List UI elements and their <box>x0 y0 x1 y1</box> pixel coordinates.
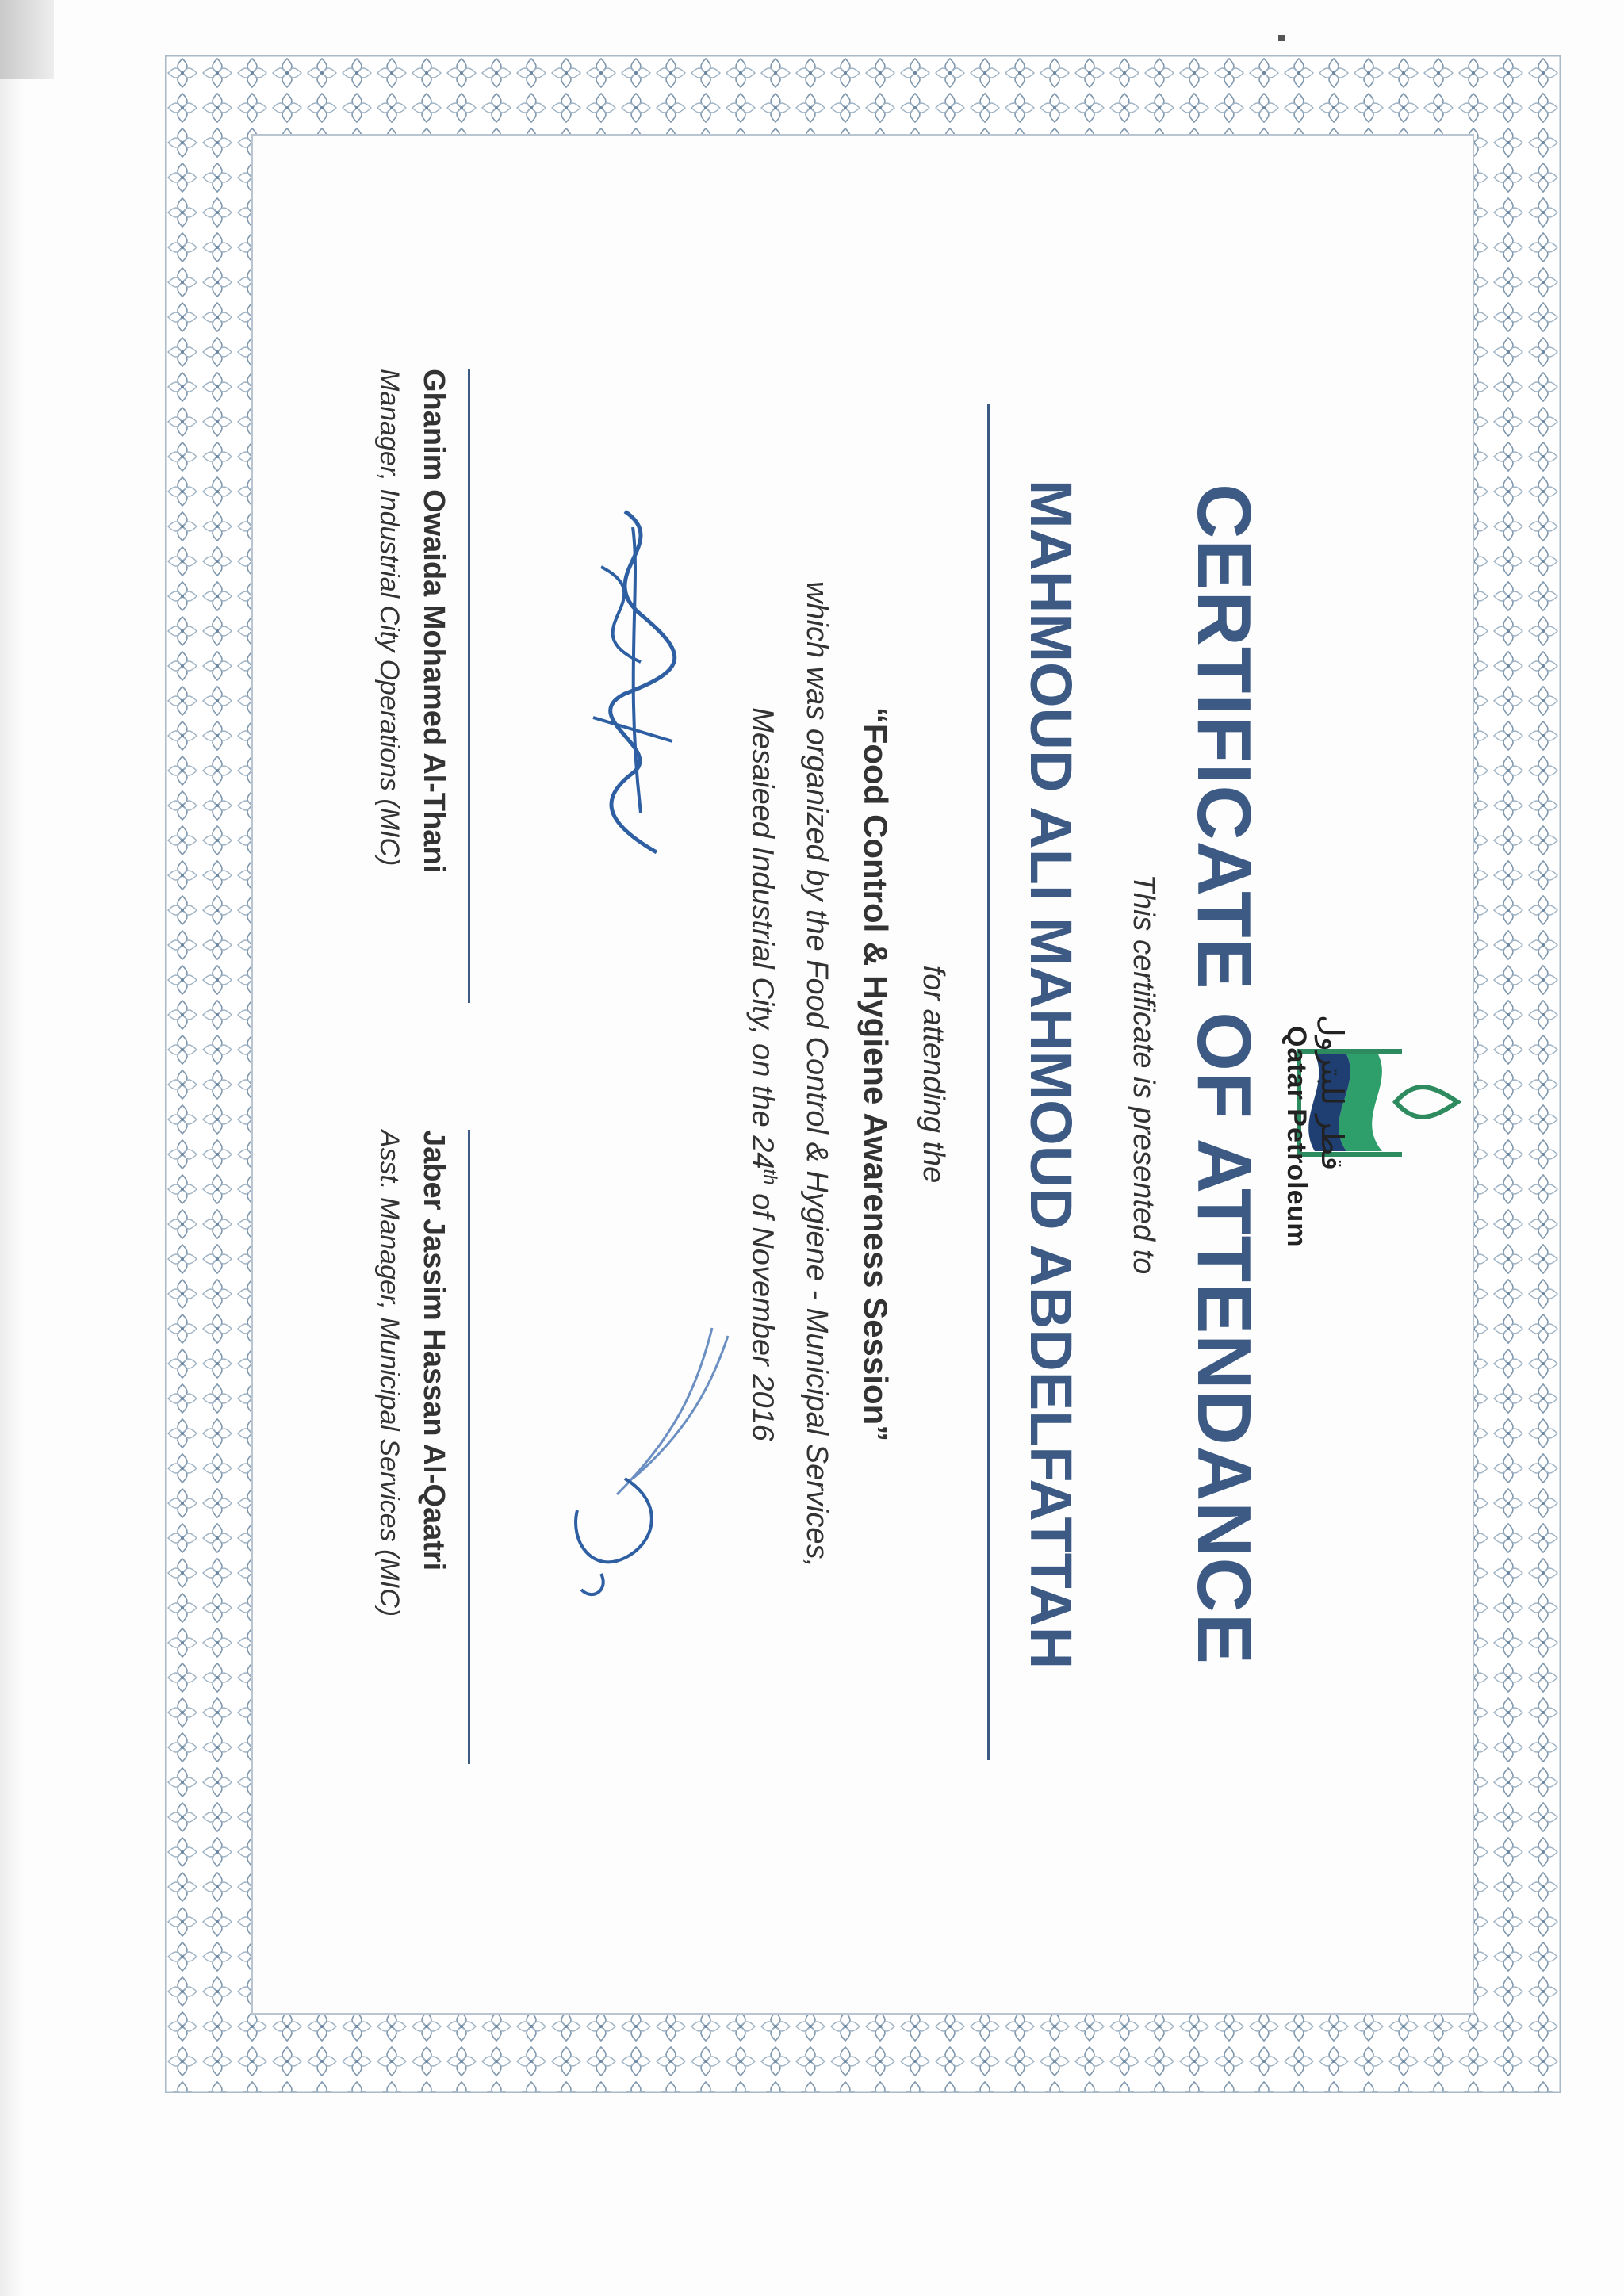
presented-text: This certificate is presented to <box>1127 874 1160 1275</box>
organized-text <box>738 55 841 2093</box>
signature-right <box>522 1241 760 1653</box>
session-title: “Food Control & Hygiene Awareness Session” <box>857 706 894 1442</box>
organized-line-2 <box>738 55 793 2093</box>
signature-line-right <box>468 1130 470 1764</box>
attending-text: for attending the <box>917 965 950 1184</box>
signatory-name-right: Jaber Jassim Hassan Al-Qaatri <box>417 1130 450 1571</box>
scanner-edge <box>0 0 54 79</box>
signature-line-left <box>468 369 470 1003</box>
scanner-shadow <box>0 79 24 2296</box>
organized-line-2-end: of November 2016 <box>745 1184 779 1441</box>
scan-speck <box>1278 35 1285 41</box>
recipient-underline <box>987 404 990 1760</box>
signature-left <box>522 480 760 892</box>
logo-arabic-name: قطر للبترول <box>1315 1015 1350 1171</box>
logo-english-name: Qatar Petroleum <box>1281 1026 1312 1248</box>
recipient-name: MAHMOUD ALI MAHMOUD ABDELFATTAH <box>1018 479 1084 1670</box>
organized-line-1: which was organized by the Food Control & Hygiene - Municipal Services, <box>800 580 833 1568</box>
signatory-role-right: Asst. Manager, Municipal Services (MIC) <box>374 1130 404 1617</box>
date-ordinal-suffix: th <box>759 1169 780 1185</box>
certificate-content <box>165 55 1561 2093</box>
signatory-name-left: Ghanim Owaida Mohamed Al-Thani <box>417 369 450 874</box>
organized-line-2-start: Mesaieed Industrial City, on the 24 <box>745 707 779 1169</box>
certificate-title: CERTIFICATE OF ATTENDANCE <box>1182 484 1266 1665</box>
signatory-role-left: Manager, Industrial City Operations (MIC) <box>374 369 404 867</box>
